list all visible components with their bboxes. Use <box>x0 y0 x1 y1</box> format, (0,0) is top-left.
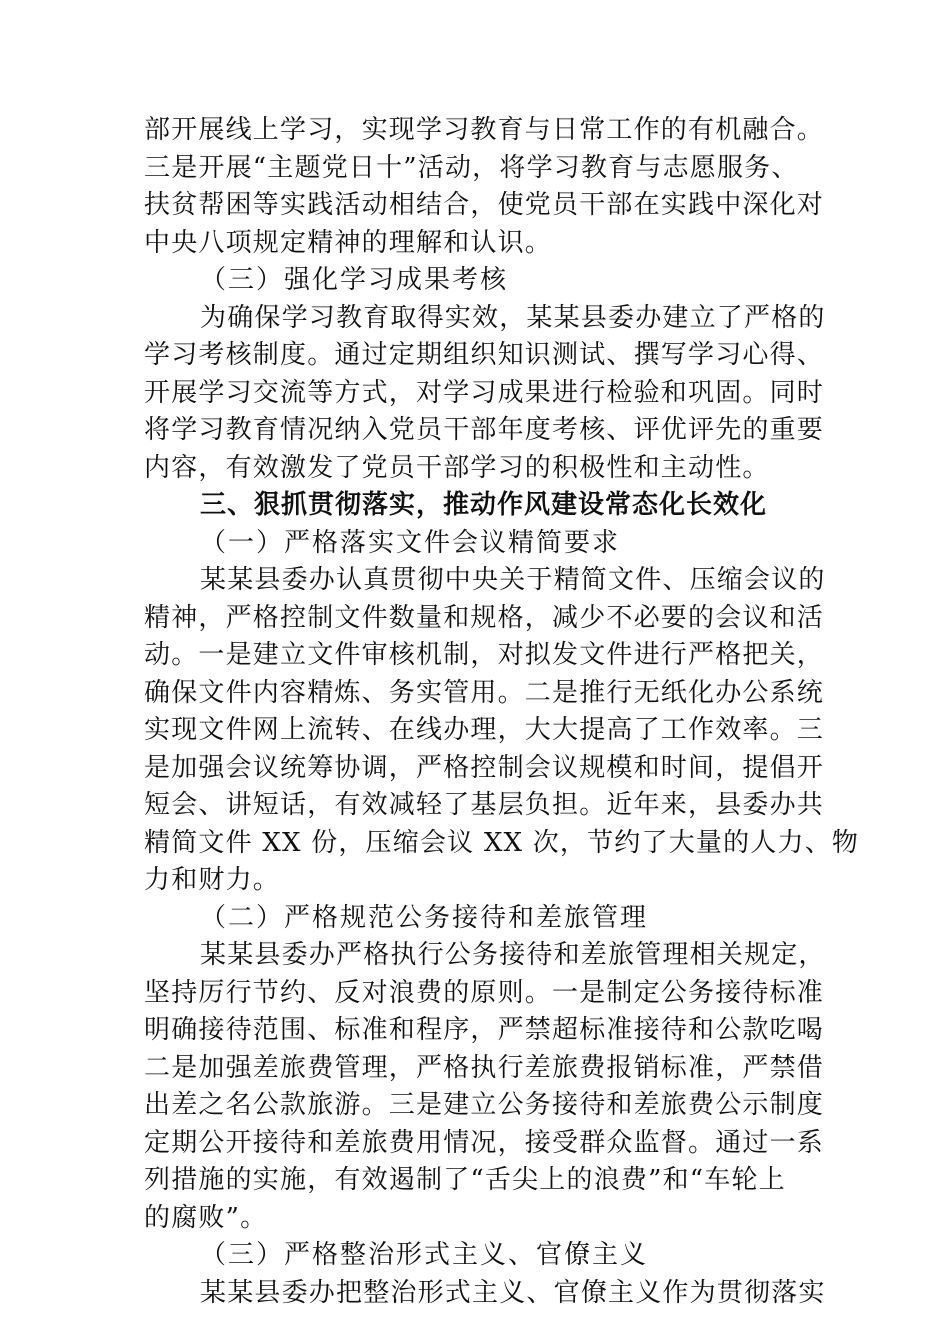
paragraph-line: 的腐败”。 <box>144 1202 268 1233</box>
paragraph-line: 扶贫帮困等实践活动相结合，使党员干部在实践中深化对 <box>144 190 825 220</box>
paragraph-line: 力和财力。 <box>144 865 281 895</box>
paragraph-line: 确保文件内容精炼、务实管用。二是推行无纸化办公系统 <box>144 677 825 708</box>
paragraph-line: 学习考核制度。通过定期组织知识测试、撰写学习心得、 <box>144 340 825 370</box>
paragraph-line: 开展学习交流等方式，对学习成果进行检验和巩固。同时 <box>144 377 825 408</box>
paragraph-line: 三是开展“主题党日十”活动，将学习教育与志愿服务、 <box>144 152 799 183</box>
section-heading: 三、狠抓贯彻落实，推动作风建设常态化长效化 <box>200 490 768 520</box>
paragraph-line: 为确保学习教育取得实效，某某县委办建立了严格的 <box>200 302 826 333</box>
paragraph-line: 短会、讲短话，有效减轻了基层负担。近年来，县委办共 <box>144 790 825 820</box>
paragraph-line: 坚持厉行节约、反对浪费的原则。一是制定公务接待标准 <box>144 977 825 1008</box>
paragraph-line: 出差之名公款旅游。三是建立公务接待和差旅费公示制度 <box>144 1090 825 1120</box>
paragraph-line: 中央八项规定精神的理解和认识。 <box>144 227 553 258</box>
paragraph-line: 精简文件 XX 份，压缩会议 XX 次，节约了大量的人力、物 <box>144 827 860 858</box>
paragraph-line: 二是加强差旅费管理，严格执行差旅费报销标准，严禁借 <box>144 1052 825 1083</box>
paragraph-line: 动。一是建立文件审核机制，对拟发文件进行严格把关， <box>144 640 825 670</box>
document-body <box>144 112 860 1312</box>
paragraph-line: 内容，有效激发了党员干部学习的积极性和主动性。 <box>144 452 770 483</box>
paragraph-line: 列措施的实施，有效遏制了“舌尖上的浪费”和“车轮上 <box>144 1165 786 1195</box>
subheading-1: （一）严格落实文件会议精简要求 <box>200 527 621 558</box>
paragraph-line: 实现文件网上流转、在线办理，大大提高了工作效率。三 <box>144 715 825 745</box>
subheading-3: （三）强化学习成果考核 <box>200 265 509 295</box>
paragraph-line: 精神，严格控制文件数量和规格，减少不必要的会议和活 <box>144 602 825 633</box>
paragraph-line: 某某县委办严格执行公务接待和差旅管理相关规定， <box>200 940 826 970</box>
paragraph-line: 某某县委办认真贯彻中央关于精简文件、压缩会议的 <box>200 565 826 595</box>
paragraph-line: 将学习教育情况纳入党员干部年度考核、评优评先的重要 <box>144 415 825 445</box>
paragraph-line: 部开展线上学习，实现学习教育与日常工作的有机融合。 <box>144 115 825 145</box>
paragraph-line: 定期公开接待和差旅费用情况，接受群众监督。通过一系 <box>144 1127 825 1158</box>
paragraph-line: 是加强会议统筹协调，严格控制会议规模和时间，提倡开 <box>144 752 825 783</box>
paragraph-line: 某某县委办把整治形式主义、官僚主义作为贯彻落实 <box>200 1277 826 1308</box>
subheading-3b: （三）严格整治形式主义、官僚主义 <box>200 1240 649 1270</box>
subheading-2: （二）严格规范公务接待和差旅管理 <box>200 902 649 933</box>
paragraph-line: 明确接待范围、标准和程序，严禁超标准接待和公款吃喝 <box>144 1015 825 1045</box>
